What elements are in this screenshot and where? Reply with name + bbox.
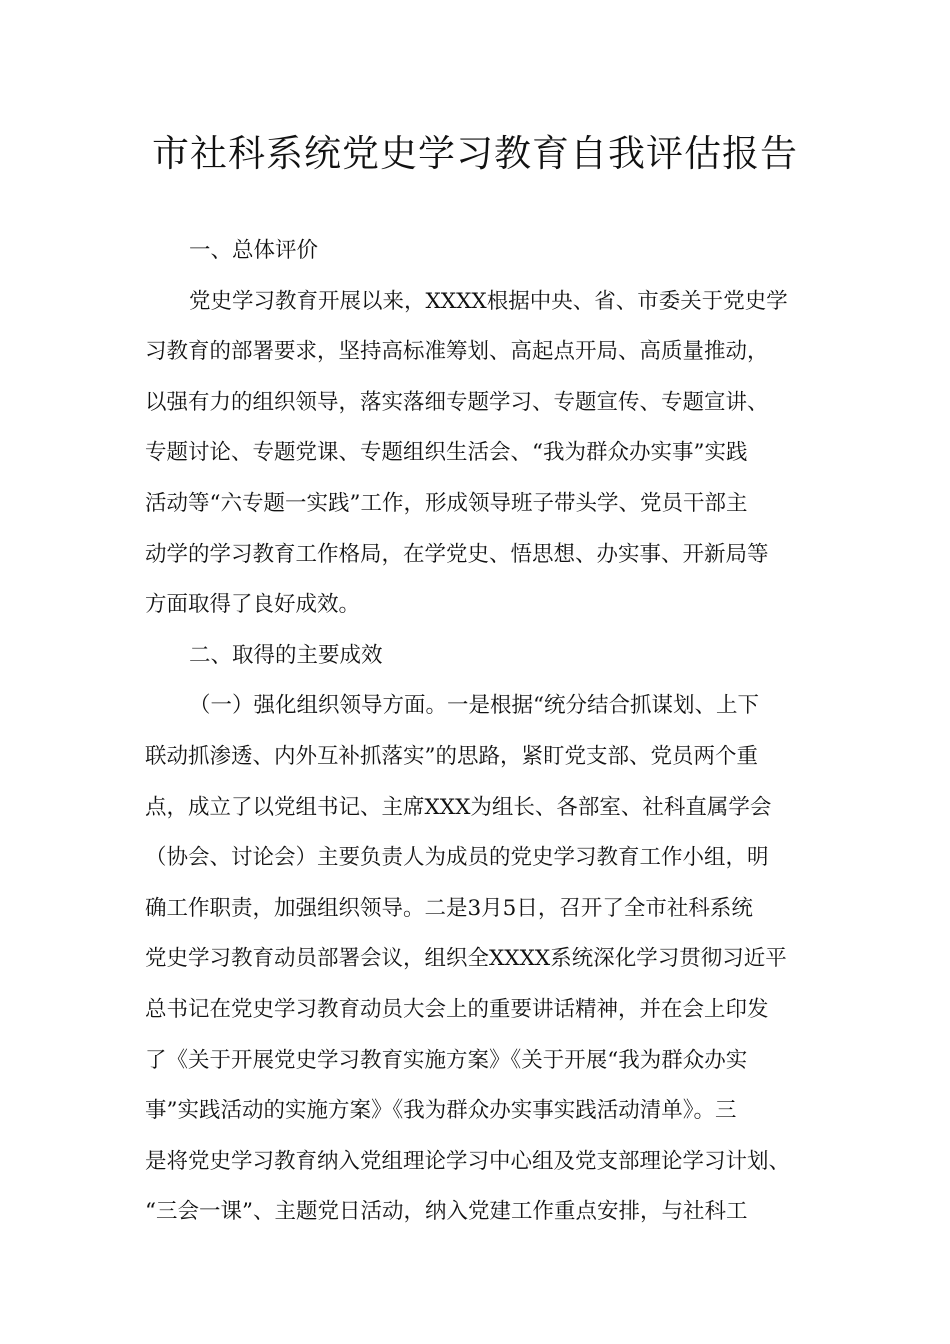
paragraph-line: 方面取得了良好成效。 bbox=[145, 592, 361, 618]
paragraph-line: 活动等“六专题一实践”工作，形成领导班子带头学、党员干部主 bbox=[145, 490, 748, 516]
paragraph-line: 了《关于开展党史学习教育实施方案》《关于开展“我为群众办实 bbox=[145, 1047, 748, 1073]
paragraph-line: 是将党史学习教育纳入党组理论学习中心组及党支部理论学习计划、 bbox=[145, 1148, 791, 1174]
paragraph-line: 确工作职责，加强组织领导。二是3月5日，召开了全市社科系统 bbox=[145, 895, 753, 921]
paragraph-line: 以强有力的组织领导，落实落细专题学习、专题宣传、专题宣讲、 bbox=[145, 389, 769, 415]
paragraph-line: “三会一课”、主题党日活动，纳入党建工作重点安排，与社科工 bbox=[145, 1199, 748, 1225]
paragraph-line: 动学的学习教育工作格局，在学党史、悟思想、办实事、开新局等 bbox=[145, 541, 769, 567]
paragraph-line: 联动抓渗透、内外互补抓落实”的思路，紧盯党支部、党员两个重 bbox=[145, 743, 758, 769]
paragraph-line: （一）强化组织领导方面。一是根据“统分结合抓谋划、上下 bbox=[189, 693, 759, 719]
document-body bbox=[145, 226, 805, 1238]
paragraph-line: 事”实践活动的实施方案》《我为群众办实事实践活动清单》。三 bbox=[145, 1098, 737, 1124]
paragraph-line: 党史学习教育开展以来，XXXX根据中央、省、市委关于党史学 bbox=[189, 288, 788, 314]
paragraph-line: 党史学习教育动员部署会议，组织全XXXX系统深化学习贯彻习近平 bbox=[145, 946, 787, 972]
paragraph-line: 专题讨论、专题党课、专题组织生活会、“我为群众办实事”实践 bbox=[145, 440, 748, 466]
document-title: 市社科系统党史学习教育自我评估报告 bbox=[152, 132, 798, 175]
paragraph-line: 点，成立了以党组书记、主席XXX为组长、各部室、社科直属学会 bbox=[145, 794, 772, 820]
heading-overall-evaluation: 一、总体评价 bbox=[189, 238, 319, 263]
paragraph-line: 习教育的部署要求，坚持高标准筹划、高起点开局、高质量推动， bbox=[145, 339, 769, 365]
paragraph-line: 总书记在党史学习教育动员大会上的重要讲话精神，并在会上印发 bbox=[145, 996, 769, 1022]
heading-main-achievements: 二、取得的主要成效 bbox=[189, 642, 383, 668]
paragraph-line: （协会、讨论会）主要负责人为成员的党史学习教育工作小组，明 bbox=[145, 845, 769, 871]
